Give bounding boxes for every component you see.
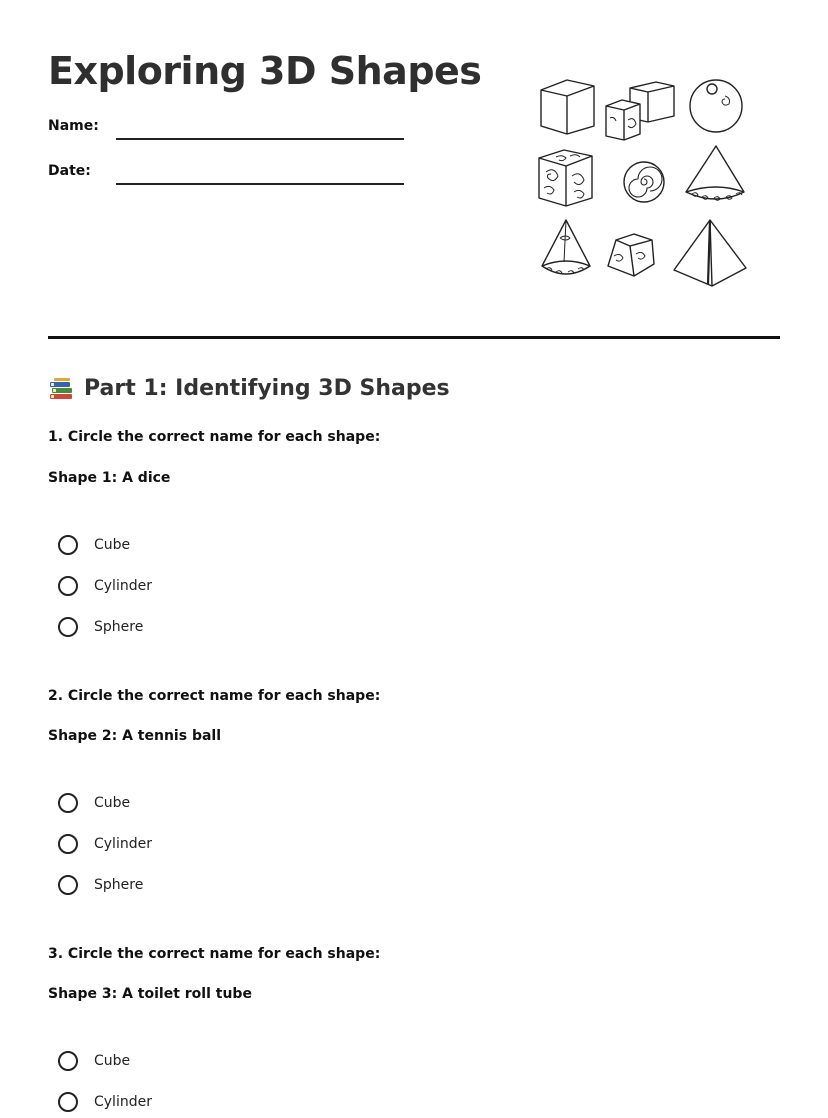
decorated-block-icon — [608, 234, 654, 276]
option-label: Cylinder — [94, 836, 152, 852]
radio-circle[interactable] — [58, 793, 78, 813]
q1-option-cube[interactable] — [58, 533, 130, 557]
q1-option-cylinder[interactable] — [58, 574, 152, 598]
radio-circle[interactable] — [58, 576, 78, 596]
option-label: Cube — [94, 537, 131, 553]
two-cubes-icon — [606, 82, 674, 140]
radio-circle[interactable] — [58, 1051, 78, 1071]
books-icon — [48, 376, 74, 402]
q3-option-cylinder[interactable] — [58, 1090, 152, 1114]
question-2-shape: Shape 2: A tennis ball — [48, 728, 222, 744]
option-label: Cylinder — [94, 1094, 152, 1110]
spiral-circle-icon — [624, 162, 664, 202]
radio-circle[interactable] — [58, 834, 78, 854]
name-label: Name: — [48, 118, 99, 134]
question-2-prompt: 2. Circle the correct name for each shape: — [48, 688, 381, 704]
cube-icon — [541, 80, 594, 134]
shapes-illustration — [530, 72, 760, 294]
date-label: Date: — [48, 163, 91, 179]
option-label: Cylinder — [94, 578, 152, 594]
date-line[interactable] — [116, 183, 404, 185]
q2-option-cube[interactable] — [58, 791, 130, 815]
question-1-prompt: 1. Circle the correct name for each shape: — [48, 429, 381, 445]
q3-option-cube[interactable] — [58, 1049, 130, 1073]
cone-icon-2 — [542, 220, 590, 274]
part1-heading — [48, 374, 450, 404]
q2-option-cylinder[interactable] — [58, 832, 152, 856]
question-1-shape: Shape 1: A dice — [48, 470, 171, 486]
sphere-icon — [690, 80, 742, 132]
decorated-cube-icon — [539, 150, 592, 206]
pyramid-icon — [674, 220, 746, 286]
option-label: Cube — [94, 795, 131, 811]
part1-heading-text: Part 1: Identifying 3D Shapes — [84, 376, 450, 401]
radio-circle[interactable] — [58, 1092, 78, 1112]
q2-option-sphere[interactable] — [58, 873, 143, 897]
option-label: Sphere — [94, 619, 144, 635]
question-3-shape: Shape 3: A toilet roll tube — [48, 986, 252, 1002]
q1-option-sphere[interactable] — [58, 615, 143, 639]
radio-circle[interactable] — [58, 535, 78, 555]
question-3-prompt: 3. Circle the correct name for each shape: — [48, 946, 381, 962]
radio-circle[interactable] — [58, 875, 78, 895]
option-label: Sphere — [94, 877, 144, 893]
worksheet-title: Exploring 3D Shapes — [48, 49, 482, 93]
radio-circle[interactable] — [58, 617, 78, 637]
cone-icon — [686, 146, 744, 200]
section-divider — [48, 336, 780, 339]
name-line[interactable] — [116, 138, 404, 140]
option-label: Cube — [94, 1053, 131, 1069]
